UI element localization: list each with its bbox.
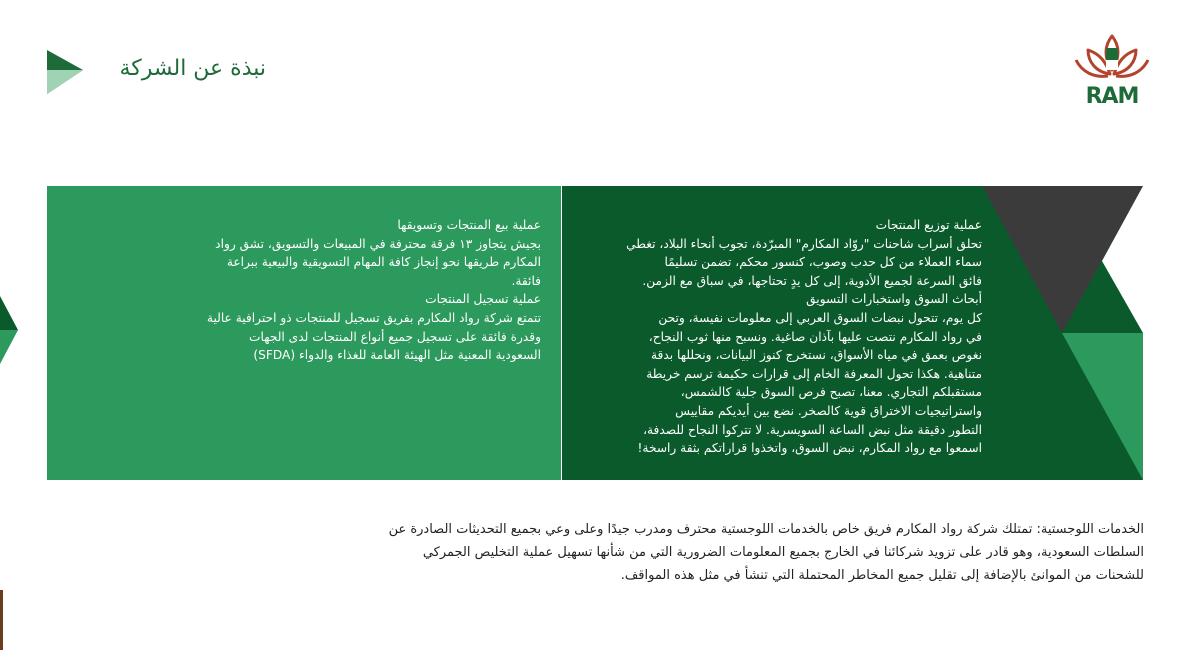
paragraph-line: السلطات السعودية، وهو قادر على تزويد شركائنا في الخارج بجميع المعلومات الضرورية التي من شأنها تسهيل عملية التخليص الجمركي [422, 545, 1144, 560]
paragraph-line: واستراتيجيات الاختراق قوية كالصخر. نضع بين أيديكم مقاييس [675, 403, 982, 418]
title-arrow-icon [47, 50, 87, 96]
paragraph-line: كل يوم، تتحول نبضات السوق العربي إلى معلومات نفيسة، وتحن [658, 310, 982, 325]
section-heading: عملية بيع المنتجات وتسويقها [397, 218, 541, 232]
logistics-paragraph [230, 518, 1144, 587]
right-decoration-triangles [982, 186, 1143, 480]
paragraph-line: فائقة. [511, 273, 541, 288]
paragraph-line: اسمعوا مع رواد المكارم، نبض السوق، واتخذوا قراراتكم بثقة راسخة! [637, 441, 982, 456]
paragraph-line: الخدمات اللوجستية: تمتلك شركة رواد المكارم فريق خاص بالخدمات اللوجستية محترف ومدرب جيدًا وعلى وعي بجميع التحديثات الصادرة عن [388, 522, 1144, 537]
paragraph-line: تحلق أسراب شاحنات "روّاد المكارم" المبرّدة، تجوب أنحاء البلاد، تغطي [626, 236, 982, 251]
left-edge-bar [0, 590, 3, 650]
left-edge-decoration [0, 296, 20, 366]
paragraph-line: فائق السرعة لجميع الأدوية، إلى كل يدٍ تحتاجها، في سباق مع الزمن. [642, 273, 982, 288]
paragraph-line: التطور دقيقة مثل نبض الساعة السويسرية. لا تتركوا النجاح للصدفة، [643, 422, 982, 437]
page-title: نبذة عن الشركة [119, 56, 266, 81]
section-heading: عملية توزيع المنتجات [875, 218, 982, 232]
left-panel-text [60, 216, 541, 365]
paragraph-line: نغوص بعمق في مياه الأسواق، نستخرج كنوز البيانات، ونحللها بدقة [651, 348, 982, 363]
logo-text: RAM [1085, 84, 1139, 109]
paragraph-line: وقدرة فائقة على تسجيل جميع أنواع المنتجات لدى الجهات [249, 329, 541, 344]
paragraph-line: سماء العملاء من كل حدب وصوب، كنسور محكم، تضمن تسليمًا [664, 255, 982, 270]
right-panel-text [566, 216, 982, 458]
paragraph-line: السعودية المعنية مثل الهيئة العامة للغذاء والدواء (SFDA) [253, 348, 541, 363]
paragraph-line: تتمتع شركة رواد المكارم بفريق تسجيل للمنتجات ذو احترافية عالية [206, 310, 541, 325]
paragraph-line: متناهية. هكذا تحول المعرفة الخام إلى قرارات حكيمة ترسم خريطة [646, 366, 982, 381]
paragraph-line: بجيش يتجاوز ١٣ فرقة محترفة في المبيعات والتسويق، تشق رواد [215, 236, 541, 251]
paragraph-line: للشحنات من الموانئ بالإضافة إلى تقليل جميع المخاطر المحتملة التي تنشأ في مثل هذه المواقف. [620, 568, 1144, 583]
paragraph-line: في رواد المكارم نتصت عليها بآذان صاغية. ونسبح منها ثوب النجاح، [648, 329, 982, 344]
section-heading: أبحاث السوق واستخبارات التسويق [806, 292, 982, 307]
paragraph-line: المكارم طريقها نحو إنجاز كافة المهام التسويقية والبيعية ببراعة [226, 255, 541, 270]
section-heading: عملية تسجيل المنتجات [425, 292, 541, 307]
paragraph-line: مستقبلكم التجاري. معنا، تصبح فرص السوق جلية كالشمس، [680, 385, 982, 400]
